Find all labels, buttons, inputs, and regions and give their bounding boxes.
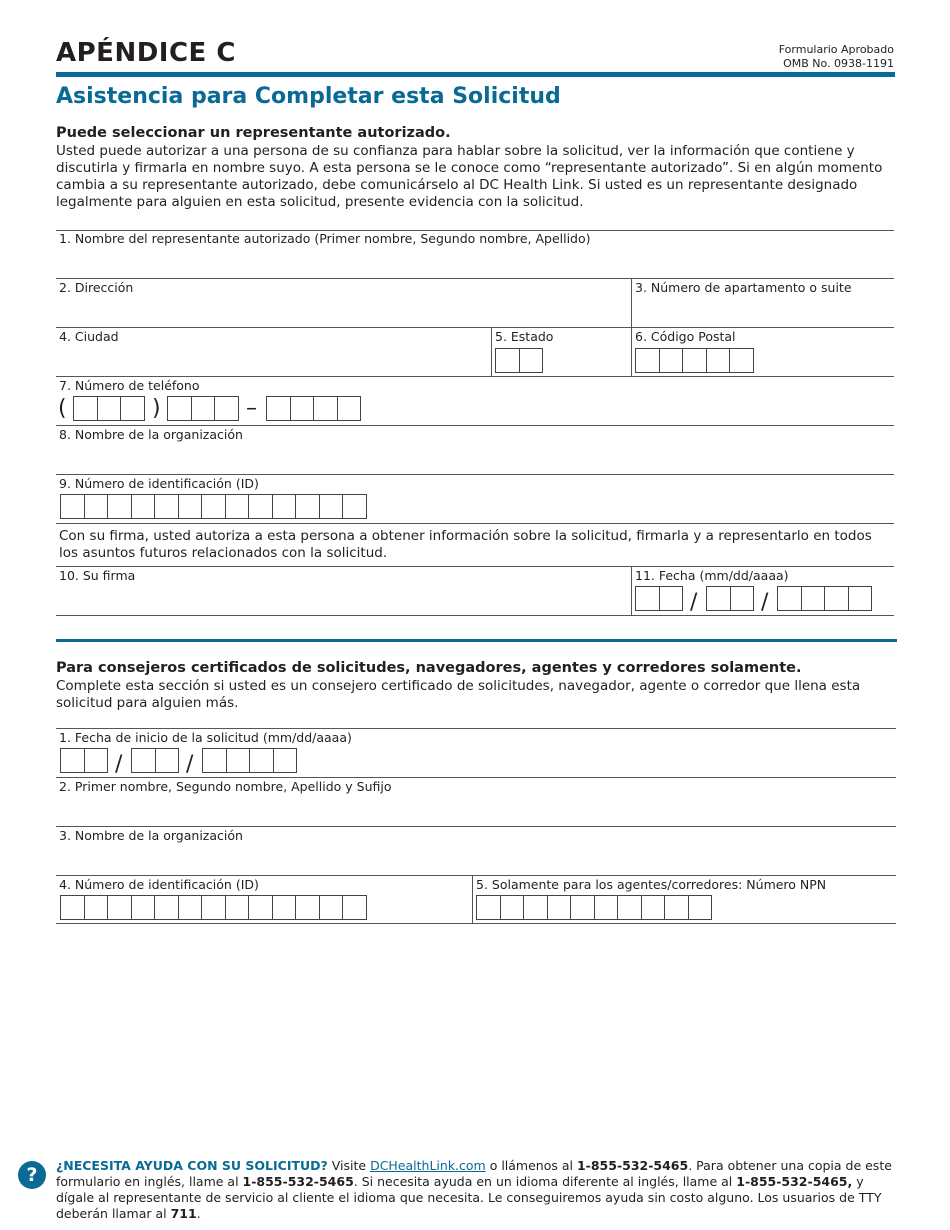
rep-name-label: 1. Nombre del representante autorizado (Primer nombre, Segundo nombre, Apellido) xyxy=(59,231,591,246)
id-number-input[interactable] xyxy=(60,494,367,519)
apartment-label: 3. Número de apartamento o suite xyxy=(635,280,852,295)
phone-label: 7. Número de teléfono xyxy=(59,378,200,393)
omb-line-2: OMB No. 0938-1191 xyxy=(783,57,894,70)
rule xyxy=(56,327,894,328)
rule xyxy=(56,728,896,729)
omb-approval xyxy=(779,43,894,71)
phone-number: 1-855-532-5465 xyxy=(576,1158,689,1173)
start-date-label: 1. Fecha de inicio de la solicitud (mm/dd/aaaa) xyxy=(59,730,352,745)
signature-label: 10. Su firma xyxy=(59,568,136,583)
helper-id-input[interactable] xyxy=(60,895,367,920)
rule xyxy=(56,615,894,616)
phone-number: 1-855-532-5465 xyxy=(242,1174,354,1189)
footer-text: . xyxy=(196,1206,201,1221)
section-divider xyxy=(56,639,897,642)
phone-open-paren: ( xyxy=(58,396,67,421)
phone-prefix-input[interactable] xyxy=(167,396,239,421)
appendix-title: APÉNDICE C xyxy=(56,38,236,68)
organization-label: 8. Nombre de la organización xyxy=(59,427,243,442)
omb-line-1: Formulario Aprobado xyxy=(778,43,894,56)
consent-text: Con su firma, usted autoriza a esta persona a obtener información sobre la solicitud, firmarla y a representarlo en todos los asuntos futuros relacionados con la solicitud. xyxy=(59,528,872,561)
zip-label: 6. Código Postal xyxy=(635,329,736,344)
rule xyxy=(491,327,492,376)
footer-text: o llámenos al xyxy=(485,1158,577,1173)
page-title: Asistencia para Completar esta Solicitud xyxy=(56,84,561,109)
state-input[interactable] xyxy=(495,348,543,373)
date-slash: / xyxy=(115,752,123,777)
phone-number: 1-855-532-5465, xyxy=(736,1174,853,1189)
rule xyxy=(472,875,473,923)
date-slash: / xyxy=(690,590,698,615)
section2-body: Complete esta sección si usted es un consejero certificado de solicitudes, navegador, agente o corredor que llena esta solicitud para alguien más. xyxy=(56,678,861,711)
rule xyxy=(56,425,894,426)
helper-organization-label: 3. Nombre de la organización xyxy=(59,828,243,843)
rule xyxy=(631,566,632,615)
section2-heading: Para consejeros certificados de solicitudes, navegadores, agentes y corredores solamente. xyxy=(56,660,802,676)
id-number-label: 9. Número de identificación (ID) xyxy=(59,476,259,491)
city-label: 4. Ciudad xyxy=(59,329,119,344)
npn-input[interactable] xyxy=(476,895,712,920)
date-label: 11. Fecha (mm/dd/aaaa) xyxy=(635,568,789,583)
date-slash: / xyxy=(186,752,194,777)
date-year-input[interactable] xyxy=(777,586,872,611)
tty-number: 711 xyxy=(170,1206,197,1221)
help-footer xyxy=(56,1158,896,1222)
dchealthlink-link[interactable]: DCHealthLink.com xyxy=(370,1158,486,1173)
zip-input[interactable] xyxy=(635,348,754,373)
helper-name-label: 2. Primer nombre, Segundo nombre, Apellido y Sufijo xyxy=(59,779,392,794)
npn-label: 5. Solamente para los agentes/corredores: Número NPN xyxy=(476,877,827,892)
phone-dash: – xyxy=(246,396,257,421)
date-day-input[interactable] xyxy=(706,586,754,611)
section1-body: Usted puede autorizar a una persona de su confianza para hablar sobre la solicitud, ver la información que contiene y discutirla y firmarla en nombre suyo. A esta persona se le conoce como “representante autorizado”. Si en algún momento cambia a su representante autorizado, debe comunicárselo al DC Health Link. Si usted es un representante designado legalmente para alguien en esta solicitud, presente evidencia con la solicitud. xyxy=(56,143,883,210)
rule xyxy=(56,566,894,567)
state-label: 5. Estado xyxy=(495,329,554,344)
rule xyxy=(56,777,896,778)
rule xyxy=(56,923,896,924)
rule xyxy=(56,826,896,827)
phone-area-code-input[interactable] xyxy=(73,396,145,421)
start-date-day-input[interactable] xyxy=(131,748,179,773)
date-month-input[interactable] xyxy=(635,586,683,611)
footer-text: y dígale al representante de servicio al cliente el idioma que necesita. Le conseguiremos ayuda sin costo alguno. Los usuarios de TTY deberán llamar al xyxy=(56,1174,882,1221)
footer-text: Visite xyxy=(327,1158,371,1173)
rule xyxy=(56,474,894,475)
rule xyxy=(56,875,896,876)
rule xyxy=(56,523,894,524)
start-date-month-input[interactable] xyxy=(60,748,108,773)
footer-text: . Si necesita ayuda en un idioma diferente al inglés, llame al xyxy=(353,1174,737,1189)
section1-heading: Puede seleccionar un representante autorizado. xyxy=(56,125,451,141)
rule xyxy=(56,376,894,377)
header-rule xyxy=(56,72,895,77)
rule xyxy=(56,278,894,279)
rule xyxy=(631,278,632,376)
footer-text: . Para obtener una copia de este formulario en inglés, llame al xyxy=(56,1158,892,1189)
date-slash: / xyxy=(761,590,769,615)
phone-close-paren: ) xyxy=(152,396,161,421)
start-date-year-input[interactable] xyxy=(202,748,297,773)
helper-id-label: 4. Número de identificación (ID) xyxy=(59,877,259,892)
help-question: ¿NECESITA AYUDA CON SU SOLICITUD? xyxy=(56,1158,328,1173)
question-icon: ? xyxy=(18,1161,46,1189)
address-label: 2. Dirección xyxy=(59,280,134,295)
phone-line-input[interactable] xyxy=(266,396,361,421)
